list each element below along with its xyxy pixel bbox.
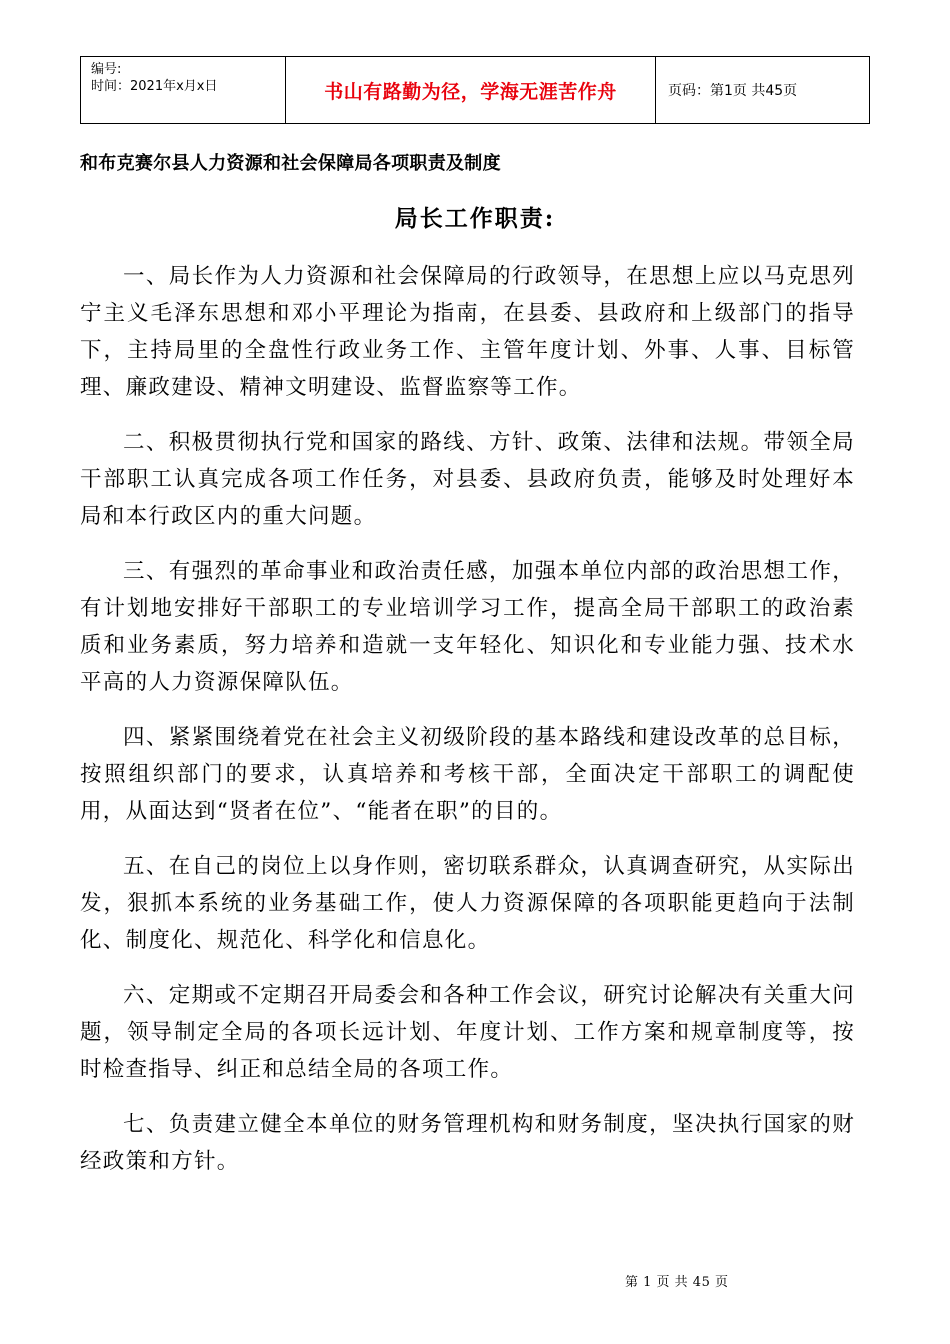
- header-motto: 书山有路勤为径，学海无涯苦作舟: [324, 80, 617, 103]
- header-motto-cell: [286, 57, 656, 123]
- document-title: 和布克赛尔县人力资源和社会保障局各项职责及制度: [80, 153, 501, 174]
- paragraph-3: 三、有强烈的革命事业和政治责任感，加强本单位内部的政治思想工作，有计划地安排好干部职工的专业培训学习工作，提高全局干部职工的政治素质和业务素质，努力培养和造就一支年轻化、知识化和专业能力强、技术水平高的人力资源保障队伍。: [80, 559, 855, 695]
- paragraph-7: 七、负责建立健全本单位的财务管理机构和财务制度，坚决执行国家的财经政策和方针。: [80, 1112, 855, 1174]
- section-heading: 局长工作职责:: [394, 205, 556, 232]
- paragraph-1: 一、局长作为人力资源和社会保障局的行政领导，在思想上应以马克思列宁主义毛泽东思想和邓小平理论为指南，在县委、县政府和上级部门的指导下，主持局里的全盘性行政业务工作、主管年度计划、外事、人事、目标管理、廉政建设、精神文明建设、监督监察等工作。: [80, 264, 855, 400]
- document-time-label: 时间：2021年x月x日: [91, 79, 218, 94]
- header-page-cell: [656, 57, 869, 123]
- paragraph-4: 四、紧紧围绕着党在社会主义初级阶段的基本路线和建设改革的总目标，按照组织部门的要求，认真培养和考核干部，全面决定干部职工的调配使用，从面达到“贤者在位”、“能者在职”的目的。: [80, 725, 855, 824]
- paragraph-5: 五、在自己的岗位上以身作则，密切联系群众，认真调查研究，从实际出发，狠抓本系统的业务基础工作，使人力资源保障的各项职能更趋向于法制化、制度化、规范化、科学化和信息化。: [80, 854, 855, 953]
- header-meta-cell: [81, 57, 286, 123]
- header-table: [80, 56, 870, 124]
- paragraph-6: 六、定期或不定期召开局委会和各种工作会议，研究讨论解决有关重大问题，领导制定全局的各项长远计划、年度计划、工作方案和规章制度等，按时检查指导、纠正和总结全局的各项工作。: [80, 983, 855, 1082]
- header-page-code: 页码：第1页 共45页: [668, 83, 798, 99]
- document-body: [80, 258, 855, 1198]
- paragraph-2: 二、积极贯彻执行党和国家的路线、方针、政策、法律和法规。带领全局干部职工认真完成各项工作任务，对县委、县政府负责，能够及时处理好本局和本行政区内的重大问题。: [80, 430, 855, 529]
- page-footer-indicator: 第 1 页 共 45 页: [625, 1275, 729, 1290]
- document-number-label: 编号:: [91, 62, 122, 77]
